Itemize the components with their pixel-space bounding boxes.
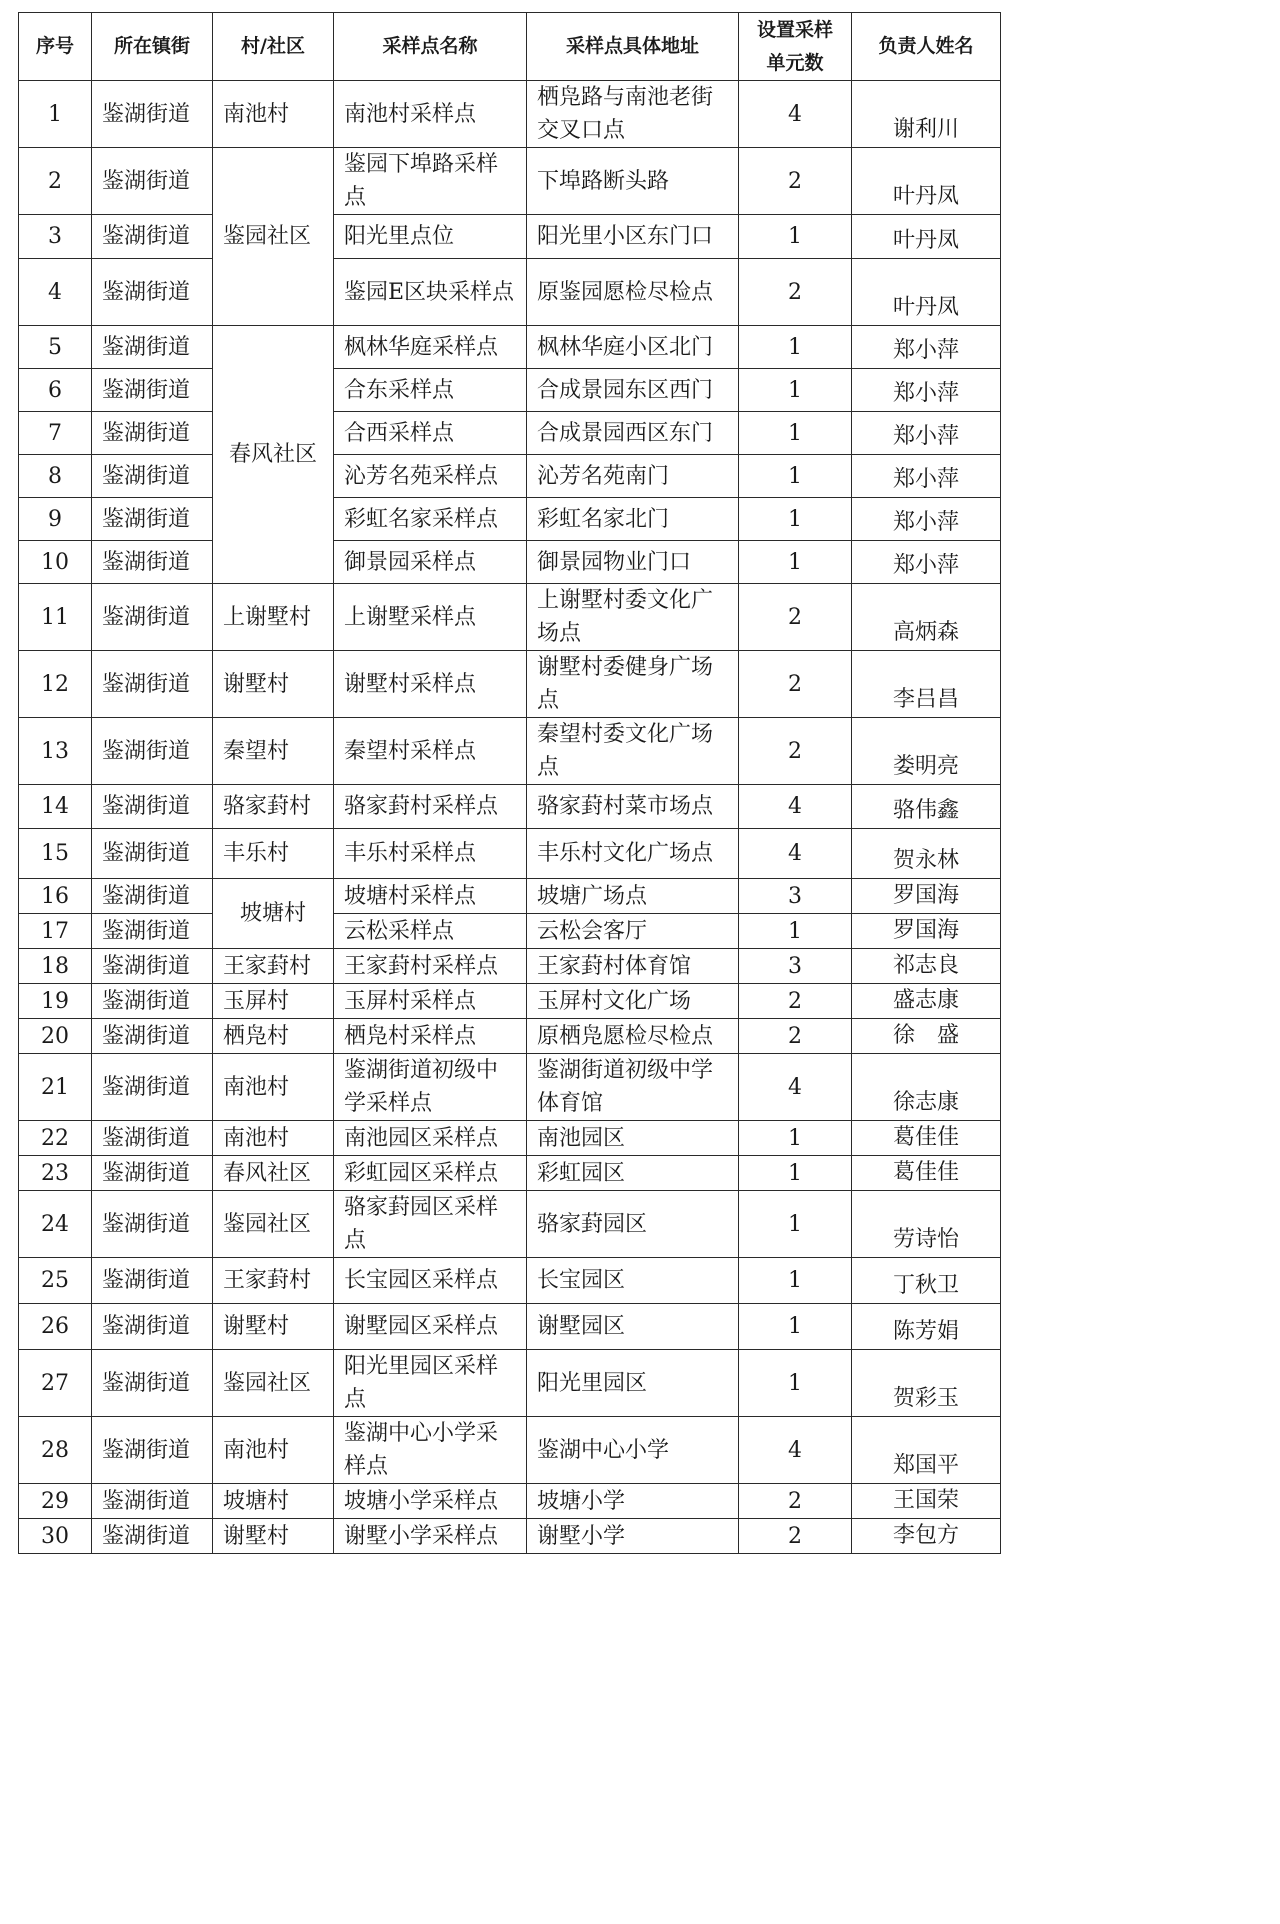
person-in-charge-cell: 骆伟鑫: [852, 785, 1001, 829]
sampling-sites-table: [18, 12, 1001, 1554]
row-number-cell: 12: [19, 651, 92, 718]
village-cell: 南池村: [213, 81, 334, 148]
row-number-cell: 1: [19, 81, 92, 148]
village-cell: 鉴园社区: [213, 1191, 334, 1258]
table-row: [19, 1054, 1001, 1121]
unit-count-cell: 1: [739, 455, 852, 498]
site-address-cell: 阳光里园区: [527, 1350, 739, 1417]
row-number-cell: 17: [19, 914, 92, 949]
header-cell: 村/社区: [213, 13, 334, 81]
unit-count-cell: 4: [739, 1417, 852, 1484]
town-cell: 鉴湖街道: [92, 1519, 213, 1554]
unit-count-cell: 1: [739, 1304, 852, 1350]
town-cell: 鉴湖街道: [92, 455, 213, 498]
person-in-charge-cell: 高炳森: [852, 584, 1001, 651]
site-name-cell: 沁芳名苑采样点: [334, 455, 527, 498]
table-row: [19, 215, 1001, 259]
town-cell: 鉴湖街道: [92, 718, 213, 785]
person-in-charge-cell: 谢利川: [852, 81, 1001, 148]
table-row: [19, 81, 1001, 148]
unit-count-cell: 2: [739, 148, 852, 215]
town-cell: 鉴湖街道: [92, 541, 213, 584]
unit-count-cell: 1: [739, 326, 852, 369]
table-row: [19, 1484, 1001, 1519]
header-cell: 采样点名称: [334, 13, 527, 81]
person-in-charge-cell: 叶丹凤: [852, 148, 1001, 215]
person-in-charge-cell: 葛佳佳: [852, 1121, 1001, 1156]
site-name-cell: 御景园采样点: [334, 541, 527, 584]
town-cell: 鉴湖街道: [92, 1484, 213, 1519]
person-in-charge-cell: 郑小萍: [852, 498, 1001, 541]
site-address-cell: 谢墅园区: [527, 1304, 739, 1350]
town-cell: 鉴湖街道: [92, 1019, 213, 1054]
village-cell: 丰乐村: [213, 829, 334, 879]
row-number-cell: 24: [19, 1191, 92, 1258]
table-row: [19, 1304, 1001, 1350]
unit-count-cell: 1: [739, 369, 852, 412]
person-in-charge-cell: 徐志康: [852, 1054, 1001, 1121]
site-name-cell: 上谢墅采样点: [334, 584, 527, 651]
unit-count-cell: 1: [739, 1156, 852, 1191]
town-cell: 鉴湖街道: [92, 1350, 213, 1417]
town-cell: 鉴湖街道: [92, 914, 213, 949]
row-number-cell: 16: [19, 879, 92, 914]
village-cell: 栖凫村: [213, 1019, 334, 1054]
header-cell: 所在镇街: [92, 13, 213, 81]
table-row: [19, 369, 1001, 412]
unit-count-cell: 2: [739, 1484, 852, 1519]
site-name-cell: 阳光里点位: [334, 215, 527, 259]
town-cell: 鉴湖街道: [92, 949, 213, 984]
unit-count-cell: 1: [739, 541, 852, 584]
village-cell: 上谢墅村: [213, 584, 334, 651]
person-in-charge-cell: 葛佳佳: [852, 1156, 1001, 1191]
site-name-cell: 长宝园区采样点: [334, 1258, 527, 1304]
village-cell: 坡塘村: [213, 1484, 334, 1519]
table-row: [19, 1258, 1001, 1304]
site-address-cell: 坡塘小学: [527, 1484, 739, 1519]
row-number-cell: 22: [19, 1121, 92, 1156]
person-in-charge-cell: 郑小萍: [852, 369, 1001, 412]
unit-count-cell: 2: [739, 1019, 852, 1054]
table-row: [19, 584, 1001, 651]
person-in-charge-cell: 贺永林: [852, 829, 1001, 879]
unit-count-cell: 3: [739, 879, 852, 914]
site-address-cell: 王家葑村体育馆: [527, 949, 739, 984]
village-cell: 南池村: [213, 1417, 334, 1484]
unit-count-cell: 1: [739, 1121, 852, 1156]
person-in-charge-cell: 王国荣: [852, 1484, 1001, 1519]
town-cell: 鉴湖街道: [92, 81, 213, 148]
row-number-cell: 5: [19, 326, 92, 369]
unit-count-cell: 1: [739, 1191, 852, 1258]
village-cell: 春风社区: [213, 1156, 334, 1191]
site-address-cell: 彩虹名家北门: [527, 498, 739, 541]
town-cell: 鉴湖街道: [92, 584, 213, 651]
person-in-charge-cell: 叶丹凤: [852, 259, 1001, 326]
site-address-cell: 骆家葑园区: [527, 1191, 739, 1258]
site-address-cell: 玉屏村文化广场: [527, 984, 739, 1019]
town-cell: 鉴湖街道: [92, 1417, 213, 1484]
table-row: [19, 455, 1001, 498]
person-in-charge-cell: 娄明亮: [852, 718, 1001, 785]
row-number-cell: 28: [19, 1417, 92, 1484]
town-cell: 鉴湖街道: [92, 326, 213, 369]
table-row: [19, 785, 1001, 829]
row-number-cell: 11: [19, 584, 92, 651]
row-number-cell: 14: [19, 785, 92, 829]
site-name-cell: 阳光里园区采样点: [334, 1350, 527, 1417]
site-name-cell: 王家葑村采样点: [334, 949, 527, 984]
unit-count-cell: 2: [739, 718, 852, 785]
person-in-charge-cell: 李包方: [852, 1519, 1001, 1554]
site-address-cell: 云松会客厅: [527, 914, 739, 949]
row-number-cell: 9: [19, 498, 92, 541]
site-address-cell: 坡塘广场点: [527, 879, 739, 914]
town-cell: 鉴湖街道: [92, 498, 213, 541]
table-row: [19, 541, 1001, 584]
row-number-cell: 20: [19, 1019, 92, 1054]
site-name-cell: 鉴园E区块采样点: [334, 259, 527, 326]
site-name-cell: 谢墅小学采样点: [334, 1519, 527, 1554]
site-address-cell: 丰乐村文化广场点: [527, 829, 739, 879]
site-name-cell: 合西采样点: [334, 412, 527, 455]
table-row: [19, 1156, 1001, 1191]
unit-count-cell: 2: [739, 984, 852, 1019]
table-body: [19, 81, 1001, 1554]
town-cell: 鉴湖街道: [92, 215, 213, 259]
table-row: [19, 1019, 1001, 1054]
site-address-cell: 阳光里小区东门口: [527, 215, 739, 259]
site-address-cell: 长宝园区: [527, 1258, 739, 1304]
table-row: [19, 1350, 1001, 1417]
row-number-cell: 19: [19, 984, 92, 1019]
site-name-cell: 南池村采样点: [334, 81, 527, 148]
row-number-cell: 25: [19, 1258, 92, 1304]
site-address-cell: 御景园物业门口: [527, 541, 739, 584]
site-name-cell: 坡塘村采样点: [334, 879, 527, 914]
table-row: [19, 1191, 1001, 1258]
row-number-cell: 3: [19, 215, 92, 259]
unit-count-cell: 1: [739, 412, 852, 455]
village-cell: 鉴园社区: [213, 1350, 334, 1417]
table-row: [19, 498, 1001, 541]
table-row: [19, 914, 1001, 949]
site-address-cell: 彩虹园区: [527, 1156, 739, 1191]
site-address-cell: 谢墅小学: [527, 1519, 739, 1554]
person-in-charge-cell: 郑小萍: [852, 455, 1001, 498]
site-address-cell: 下埠路断头路: [527, 148, 739, 215]
person-in-charge-cell: 盛志康: [852, 984, 1001, 1019]
row-number-cell: 23: [19, 1156, 92, 1191]
site-address-cell: 鉴湖中心小学: [527, 1417, 739, 1484]
person-in-charge-cell: 罗国海: [852, 879, 1001, 914]
town-cell: 鉴湖街道: [92, 369, 213, 412]
site-address-cell: 上谢墅村委文化广场点: [527, 584, 739, 651]
town-cell: 鉴湖街道: [92, 879, 213, 914]
row-number-cell: 27: [19, 1350, 92, 1417]
town-cell: 鉴湖街道: [92, 1191, 213, 1258]
unit-count-cell: 2: [739, 584, 852, 651]
row-number-cell: 7: [19, 412, 92, 455]
town-cell: 鉴湖街道: [92, 1054, 213, 1121]
header-cell: 设置采样单元数: [739, 13, 852, 81]
town-cell: 鉴湖街道: [92, 1156, 213, 1191]
person-in-charge-cell: 丁秋卫: [852, 1258, 1001, 1304]
town-cell: 鉴湖街道: [92, 785, 213, 829]
town-cell: 鉴湖街道: [92, 1258, 213, 1304]
site-name-cell: 鉴湖街道初级中学采样点: [334, 1054, 527, 1121]
town-cell: 鉴湖街道: [92, 829, 213, 879]
town-cell: 鉴湖街道: [92, 148, 213, 215]
unit-count-cell: 1: [739, 1258, 852, 1304]
unit-count-cell: 4: [739, 1054, 852, 1121]
site-address-cell: 鉴湖街道初级中学体育馆: [527, 1054, 739, 1121]
site-address-cell: 谢墅村委健身广场点: [527, 651, 739, 718]
site-name-cell: 谢墅村采样点: [334, 651, 527, 718]
row-number-cell: 8: [19, 455, 92, 498]
site-address-cell: 合成景园西区东门: [527, 412, 739, 455]
town-cell: 鉴湖街道: [92, 412, 213, 455]
unit-count-cell: 2: [739, 651, 852, 718]
person-in-charge-cell: 徐 盛: [852, 1019, 1001, 1054]
person-in-charge-cell: 郑小萍: [852, 541, 1001, 584]
unit-count-cell: 4: [739, 785, 852, 829]
table-row: [19, 949, 1001, 984]
unit-count-cell: 4: [739, 81, 852, 148]
site-address-cell: 骆家葑村菜市场点: [527, 785, 739, 829]
village-cell: 谢墅村: [213, 1519, 334, 1554]
site-name-cell: 秦望村采样点: [334, 718, 527, 785]
site-name-cell: 谢墅园区采样点: [334, 1304, 527, 1350]
village-cell: 骆家葑村: [213, 785, 334, 829]
unit-count-cell: 1: [739, 498, 852, 541]
row-number-cell: 21: [19, 1054, 92, 1121]
village-cell: 鉴园社区: [213, 148, 334, 326]
person-in-charge-cell: 贺彩玉: [852, 1350, 1001, 1417]
site-address-cell: 原栖凫愿检尽检点: [527, 1019, 739, 1054]
unit-count-cell: 1: [739, 1350, 852, 1417]
site-name-cell: 丰乐村采样点: [334, 829, 527, 879]
town-cell: 鉴湖街道: [92, 259, 213, 326]
table-row: [19, 1121, 1001, 1156]
town-cell: 鉴湖街道: [92, 1121, 213, 1156]
site-name-cell: 鉴园下埠路采样点: [334, 148, 527, 215]
table-header-row: [19, 13, 1001, 81]
site-name-cell: 坡塘小学采样点: [334, 1484, 527, 1519]
person-in-charge-cell: 郑国平: [852, 1417, 1001, 1484]
row-number-cell: 30: [19, 1519, 92, 1554]
site-address-cell: 沁芳名苑南门: [527, 455, 739, 498]
site-name-cell: 彩虹名家采样点: [334, 498, 527, 541]
village-cell: 春风社区: [213, 326, 334, 584]
site-address-cell: 秦望村委文化广场点: [527, 718, 739, 785]
village-cell: 南池村: [213, 1121, 334, 1156]
unit-count-cell: 4: [739, 829, 852, 879]
person-in-charge-cell: 罗国海: [852, 914, 1001, 949]
unit-count-cell: 1: [739, 215, 852, 259]
table-row: [19, 412, 1001, 455]
row-number-cell: 18: [19, 949, 92, 984]
person-in-charge-cell: 祁志良: [852, 949, 1001, 984]
site-name-cell: 鉴湖中心小学采样点: [334, 1417, 527, 1484]
village-cell: 谢墅村: [213, 1304, 334, 1350]
person-in-charge-cell: 李吕昌: [852, 651, 1001, 718]
table-row: [19, 718, 1001, 785]
town-cell: 鉴湖街道: [92, 651, 213, 718]
village-cell: 坡塘村: [213, 879, 334, 949]
village-cell: 王家葑村: [213, 1258, 334, 1304]
unit-count-cell: 1: [739, 914, 852, 949]
village-cell: 秦望村: [213, 718, 334, 785]
village-cell: 王家葑村: [213, 949, 334, 984]
header-cell: 负责人姓名: [852, 13, 1001, 81]
row-number-cell: 6: [19, 369, 92, 412]
site-address-cell: 枫林华庭小区北门: [527, 326, 739, 369]
site-name-cell: 骆家葑村采样点: [334, 785, 527, 829]
person-in-charge-cell: 陈芳娟: [852, 1304, 1001, 1350]
person-in-charge-cell: 郑小萍: [852, 326, 1001, 369]
table-row: [19, 829, 1001, 879]
table-row: [19, 1417, 1001, 1484]
site-name-cell: 玉屏村采样点: [334, 984, 527, 1019]
row-number-cell: 15: [19, 829, 92, 879]
table-row: [19, 148, 1001, 215]
site-name-cell: 彩虹园区采样点: [334, 1156, 527, 1191]
row-number-cell: 26: [19, 1304, 92, 1350]
table-row: [19, 1519, 1001, 1554]
site-name-cell: 枫林华庭采样点: [334, 326, 527, 369]
site-name-cell: 骆家葑园区采样点: [334, 1191, 527, 1258]
table-row: [19, 326, 1001, 369]
table-row: [19, 984, 1001, 1019]
row-number-cell: 4: [19, 259, 92, 326]
site-address-cell: 合成景园东区西门: [527, 369, 739, 412]
person-in-charge-cell: 叶丹凤: [852, 215, 1001, 259]
row-number-cell: 2: [19, 148, 92, 215]
person-in-charge-cell: 郑小萍: [852, 412, 1001, 455]
person-in-charge-cell: 劳诗怡: [852, 1191, 1001, 1258]
row-number-cell: 13: [19, 718, 92, 785]
site-name-cell: 南池园区采样点: [334, 1121, 527, 1156]
site-name-cell: 栖凫村采样点: [334, 1019, 527, 1054]
unit-count-cell: 3: [739, 949, 852, 984]
town-cell: 鉴湖街道: [92, 984, 213, 1019]
village-cell: 南池村: [213, 1054, 334, 1121]
site-name-cell: 合东采样点: [334, 369, 527, 412]
site-address-cell: 栖凫路与南池老街交叉口点: [527, 81, 739, 148]
table-row: [19, 651, 1001, 718]
village-cell: 谢墅村: [213, 651, 334, 718]
village-cell: 玉屏村: [213, 984, 334, 1019]
site-name-cell: 云松采样点: [334, 914, 527, 949]
header-cell: 序号: [19, 13, 92, 81]
row-number-cell: 10: [19, 541, 92, 584]
site-address-cell: 南池园区: [527, 1121, 739, 1156]
header-cell: 采样点具体地址: [527, 13, 739, 81]
unit-count-cell: 2: [739, 259, 852, 326]
row-number-cell: 29: [19, 1484, 92, 1519]
town-cell: 鉴湖街道: [92, 1304, 213, 1350]
table-row: [19, 879, 1001, 914]
table-row: [19, 259, 1001, 326]
unit-count-cell: 2: [739, 1519, 852, 1554]
site-address-cell: 原鉴园愿检尽检点: [527, 259, 739, 326]
